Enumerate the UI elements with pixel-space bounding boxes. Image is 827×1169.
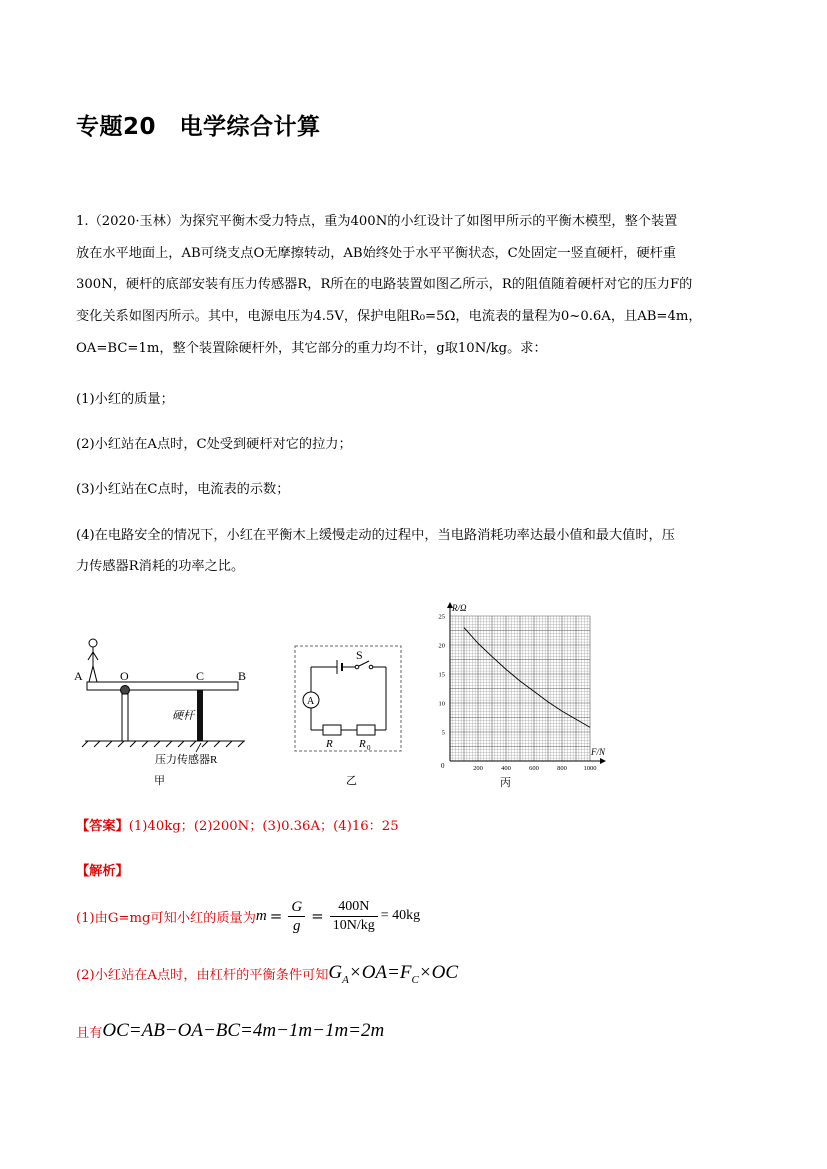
label-o: O (120, 669, 129, 683)
stem-line: 300N，硬杆的底部安装有压力传感器R，R所在的电路装置如图乙所示，R的阻值随着硬杆对它的压力F的 (76, 277, 693, 292)
x-tick-label: 200 (473, 765, 483, 772)
label-rod: 硬杆 (172, 710, 194, 722)
pivot-o (121, 686, 130, 695)
label-switch: S (356, 648, 363, 662)
label-r: R (326, 738, 333, 750)
x-tick-label: 400 (501, 765, 511, 772)
x-axis-arrow (600, 758, 606, 764)
y-tick-label: 15 (438, 671, 445, 679)
step3-formula: OC=AB−OA−BC=4m−1m−1m=2m (102, 1020, 385, 1041)
analysis-step-2 (76, 962, 458, 986)
answer-text: (1)40kg；(2)200N；(3)0.36A；(4)16：25 (128, 819, 399, 834)
label-a: A (74, 669, 83, 683)
analysis-step-1: (1)由G=mg可知小红的质量为 m = $\frac{G}{g}$ = $\frac{400N}{10N/kg}$ = 40kg (76, 898, 421, 934)
step3-prefix: 且有 (76, 1025, 103, 1041)
x-tick-label: 1000 (583, 765, 597, 772)
beam-ab (87, 682, 238, 690)
ammeter-icon: A (307, 696, 315, 707)
analysis-label: 【解析】 (76, 864, 129, 879)
step2-prefix: (2)小红站在A点时，由杠杆的平衡条件可知 (76, 968, 329, 984)
step1-prefix: (1)由G=mg可知小红的质量为 (76, 910, 256, 926)
label-b: B (238, 669, 247, 683)
label-c: C (196, 669, 205, 683)
stick-figure (88, 639, 98, 682)
step2-formula: $G_A\times OA=F_C\times OC$ (328, 962, 459, 986)
question-part-4-cont: 力传感器R消耗的功率之比。 (76, 559, 245, 574)
question-part-4: (4)在电路安全的情况下，小红在平衡木上缓慢走动的过程中，当电路消耗功率达最小值和最大值时，压 (76, 528, 675, 543)
stem-line: 1.（2020·玉林）为探究平衡木受力特点，重为400N的小红设计了如图甲所示的平衡木模型，整个装置 (76, 214, 678, 229)
fraction-400-over-10: $\frac{400N}{10N/kg}$ (330, 898, 378, 935)
answer-label: 【答案】 (76, 819, 129, 834)
stem-line: OA=BC=1m，整个装置除硬杆外，其它部分的重力均不计，g取10N/kg。求： (76, 341, 547, 356)
step1-result: = 40kg (380, 908, 421, 923)
y-tick-label: 10 (438, 700, 445, 708)
figure-bing-chart (428, 600, 618, 778)
origin-label: 0 (441, 762, 445, 770)
y-axis-label: R/Ω (452, 603, 467, 613)
caption-bing: 丙 (500, 776, 511, 789)
fraction-g-over-g: $\frac{G}{g}$ (288, 898, 305, 935)
y-tick-label: 25 (438, 613, 445, 621)
page-title: 专题20 电学综合计算 (76, 114, 321, 140)
caption-jia: 甲 (154, 774, 165, 787)
x-tick-label: 600 (529, 765, 539, 772)
y-tick-label: 20 (438, 642, 445, 650)
label-r0-sub: 0 (367, 744, 371, 752)
figure-yi (293, 644, 405, 754)
stem-line: 变化关系如图丙所示。其中，电源电压为4.5V，保护电阻R₀=5Ω，电流表的量程为0~0.6A，且AB=4m， (76, 309, 702, 324)
figure-jia (70, 630, 260, 770)
label-r0: R (359, 738, 366, 750)
step1-m: m (255, 907, 267, 924)
ground-hatch (82, 741, 244, 747)
chart-grid (450, 616, 590, 761)
label-sensor: 压力传感器R (155, 754, 218, 766)
question-part-2: (2)小红站在A点时，C处受到硬杆对它的拉力； (76, 437, 352, 452)
r-f-curve (464, 628, 590, 728)
question-part-3: (3)小红站在C点时，电流表的示数； (76, 482, 290, 497)
stem-line: 放在水平地面上，AB可绕支点O无摩擦转动，AB始终处于水平平衡状态，C处固定一竖直硬杆，硬杆重 (76, 246, 677, 261)
support-post (122, 694, 128, 741)
x-tick-label: 800 (557, 765, 567, 772)
caption-yi: 乙 (346, 774, 357, 787)
x-axis-label: F/N (591, 747, 606, 757)
analysis-step-3 (76, 1020, 384, 1042)
answer (76, 815, 399, 834)
question-part-1: (1)小红的质量； (76, 392, 174, 407)
y-tick-label: 5 (441, 729, 445, 737)
hard-rod (197, 690, 203, 741)
